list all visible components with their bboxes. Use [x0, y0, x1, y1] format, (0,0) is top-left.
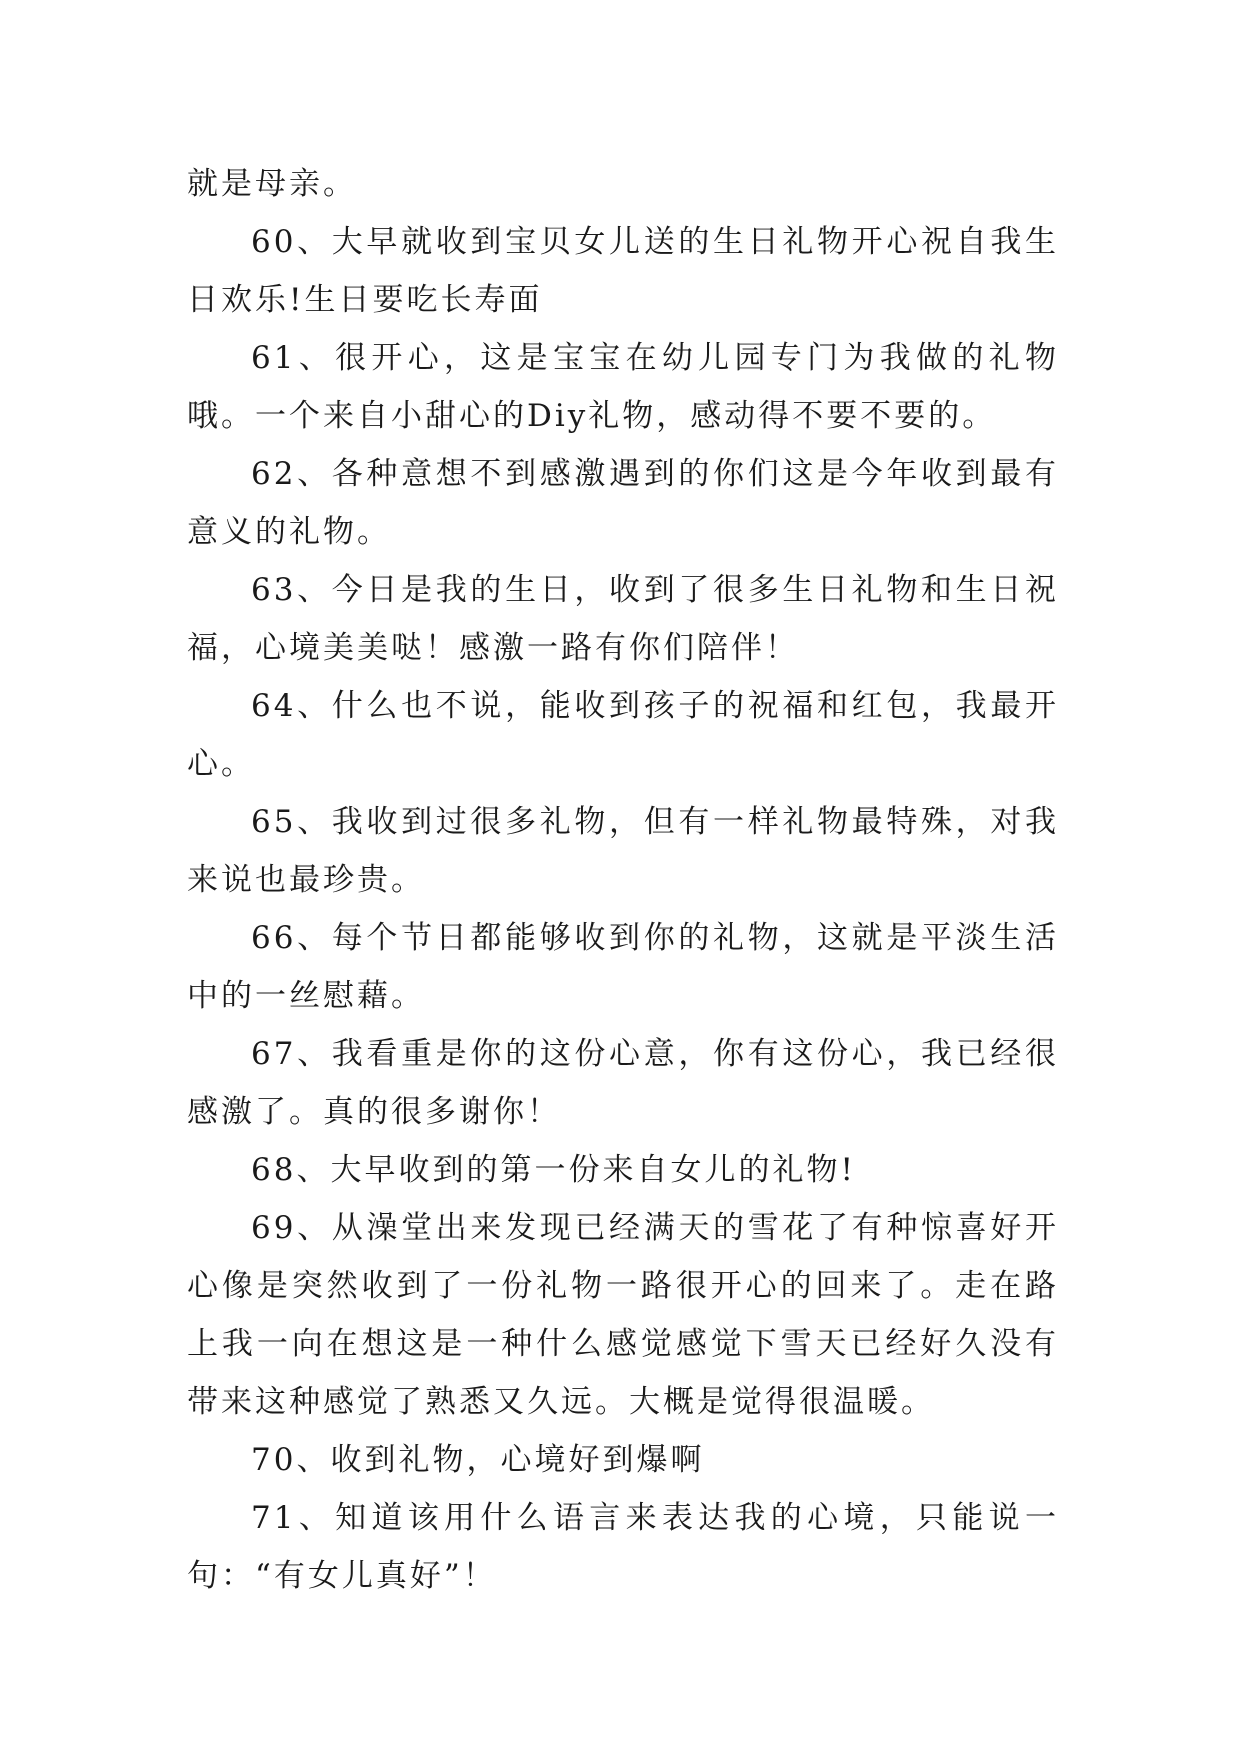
paragraph-62: 62、各种意想不到感激遇到的你们这是今年收到最有意义的礼物。 [187, 456, 1059, 550]
paragraph-continuation: 就是母亲。 [187, 166, 357, 202]
document-body [187, 155, 1059, 1605]
paragraph-61: 61、很开心，这是宝宝在幼儿园专门为我做的礼物哦。一个来自小甜心的Diy礼物，感动得不要不要的。 [187, 340, 1059, 434]
paragraph-64: 64、什么也不说，能收到孩子的祝福和红包，我最开心。 [187, 688, 1059, 782]
paragraph-71: 71、知道该用什么语言来表达我的心境，只能说一句：“有女儿真好”！ [187, 1500, 1059, 1594]
paragraph-65: 65、我收到过很多礼物，但有一样礼物最特殊，对我来说也最珍贵。 [187, 804, 1059, 898]
paragraph-67: 67、我看重是你的这份心意，你有这份心，我已经很感激了。真的很多谢你！ [187, 1036, 1059, 1130]
paragraph-69: 69、从澡堂出来发现已经满天的雪花了有种惊喜好开心像是突然收到了一份礼物一路很开心的回来了。走在路上我一向在想这是一种什么感觉感觉下雪天已经好久没有带来这种感觉了熟悉又久远。大概是觉得很温暖。 [187, 1210, 1059, 1420]
paragraph-66: 66、每个节日都能够收到你的礼物，这就是平淡生活中的一丝慰藉。 [187, 920, 1059, 1014]
paragraph-68: 68、大早收到的第一份来自女儿的礼物! [251, 1152, 856, 1188]
paragraph-60: 60、大早就收到宝贝女儿送的生日礼物开心祝自我生日欢乐!生日要吃长寿面 [187, 224, 1059, 318]
paragraph-70: 70、收到礼物，心境好到爆啊 [251, 1442, 705, 1478]
paragraph-63: 63、今日是我的生日，收到了很多生日礼物和生日祝福，心境美美哒！感激一路有你们陪伴！ [187, 572, 1059, 666]
